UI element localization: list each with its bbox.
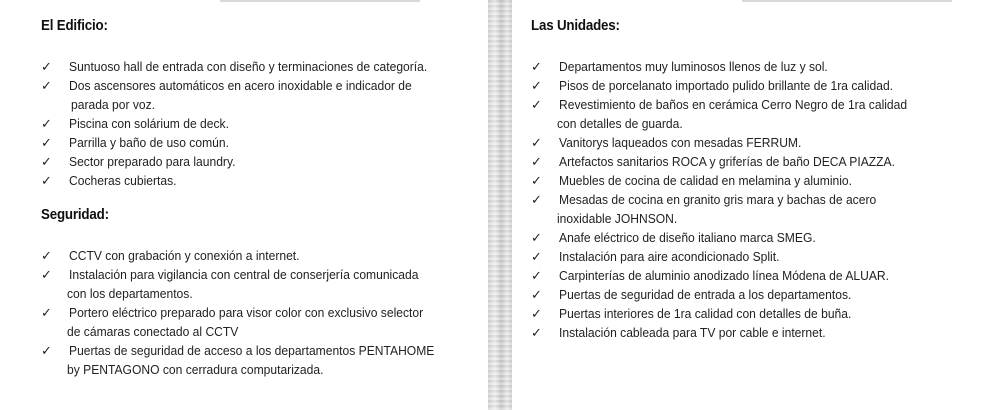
panel-divider xyxy=(488,0,512,410)
list-item-text: CCTV con grabación y conexión a internet. xyxy=(69,248,300,263)
list-item xyxy=(41,171,481,190)
section-heading-seguridad: Seguridad: xyxy=(41,207,109,223)
checkmark-icon: ✓ xyxy=(531,154,542,169)
list-item-text-continued: by PENTAGONO con cerradura computarizada. xyxy=(67,362,324,377)
checkmark-icon: ✓ xyxy=(41,59,52,74)
checkmark-icon: ✓ xyxy=(531,306,542,321)
list-item-text: Puertas de seguridad de entrada a los departamentos. xyxy=(559,287,852,302)
list-item xyxy=(531,133,991,152)
list-item xyxy=(41,133,481,152)
list-item xyxy=(531,266,991,285)
section-heading-unidades: Las Unidades: xyxy=(531,18,620,34)
list-item-text: Mesadas de cocina en granito gris mara y bachas de acero xyxy=(559,192,877,207)
list-item-text: Portero eléctrico preparado para visor color con exclusivo selector xyxy=(69,305,424,320)
list-item xyxy=(41,303,481,341)
checkmark-icon: ✓ xyxy=(41,116,52,131)
list-item-text: Instalación cableada para TV por cable e internet. xyxy=(559,325,826,340)
checkmark-icon: ✓ xyxy=(531,192,542,207)
list-item-text: Instalación para vigilancia con central de conserjería comunicada xyxy=(69,267,419,282)
list-item-text: Anafe eléctrico de diseño italiano marca SMEG. xyxy=(559,230,816,245)
checkmark-icon: ✓ xyxy=(41,78,52,93)
list-item-text: Departamentos muy luminosos llenos de luz y sol. xyxy=(559,59,828,74)
list-item-text: Piscina con solárium de deck. xyxy=(69,116,229,131)
checkmark-icon: ✓ xyxy=(531,78,542,93)
list-item-text-continued: inoxidable JOHNSON. xyxy=(557,211,678,226)
list-item-text: Sector preparado para laundry. xyxy=(69,154,236,169)
list-item-text: Suntuoso hall de entrada con diseño y terminaciones de categoría. xyxy=(69,59,428,74)
list-item-text: Instalación para aire acondicionado Split. xyxy=(559,249,780,264)
list-item-text: Puertas interiores de 1ra calidad con detalles de buña. xyxy=(559,306,852,321)
list-item-text-continued: parada por voz. xyxy=(71,97,156,112)
list-item-text: Dos ascensores automáticos en acero inoxidable e indicador de xyxy=(69,78,412,93)
top-divider-line xyxy=(220,0,420,2)
checkmark-icon: ✓ xyxy=(531,97,542,112)
checkmark-icon: ✓ xyxy=(531,59,542,74)
checkmark-icon: ✓ xyxy=(41,343,52,358)
list-item xyxy=(531,190,991,228)
list-item xyxy=(531,285,991,304)
feature-list-seguridad xyxy=(41,246,481,379)
list-item xyxy=(531,247,991,266)
list-item xyxy=(531,228,991,247)
checkmark-icon: ✓ xyxy=(531,173,542,188)
left-panel xyxy=(0,0,488,410)
list-item xyxy=(531,152,991,171)
list-item-text: Artefactos sanitarios ROCA y griferías de baño DECA PIAZZA. xyxy=(559,154,895,169)
list-item xyxy=(531,95,991,133)
checkmark-icon: ✓ xyxy=(41,267,52,282)
checkmark-icon: ✓ xyxy=(41,305,52,320)
list-item xyxy=(531,76,991,95)
list-item-text: Cocheras cubiertas. xyxy=(69,173,177,188)
list-item-text: Parrilla y baño de uso común. xyxy=(69,135,229,150)
top-divider-line xyxy=(742,0,952,2)
checkmark-icon: ✓ xyxy=(531,268,542,283)
list-item xyxy=(41,114,481,133)
list-item-text: Carpinterías de aluminio anodizado línea Módena de ALUAR. xyxy=(559,268,890,283)
list-item-text: Vanitorys laqueados con mesadas FERRUM. xyxy=(559,135,802,150)
list-item xyxy=(41,152,481,171)
list-item-text: Puertas de seguridad de acceso a los departamentos PENTAHOME xyxy=(69,343,435,358)
list-item xyxy=(41,246,481,265)
list-item-text-continued: con detalles de guarda. xyxy=(557,116,683,131)
checkmark-icon: ✓ xyxy=(531,287,542,302)
feature-list-edificio xyxy=(41,57,481,190)
list-item xyxy=(41,57,481,76)
list-item-text: Revestimiento de baños en cerámica Cerro Negro de 1ra calidad xyxy=(559,97,908,112)
list-item-text-continued: con los departamentos. xyxy=(67,286,193,301)
list-item xyxy=(531,171,991,190)
checkmark-icon: ✓ xyxy=(531,135,542,150)
section-heading-edificio: El Edificio: xyxy=(41,18,108,34)
checkmark-icon: ✓ xyxy=(41,248,52,263)
list-item xyxy=(41,76,481,114)
checkmark-icon: ✓ xyxy=(531,325,542,340)
list-item xyxy=(41,341,481,379)
list-item-text: Muebles de cocina de calidad en melamina y aluminio. xyxy=(559,173,853,188)
feature-list-unidades xyxy=(531,57,991,342)
list-item-text-continued: de cámaras conectado al CCTV xyxy=(67,324,239,339)
list-item xyxy=(531,323,991,342)
list-item xyxy=(531,57,991,76)
checkmark-icon: ✓ xyxy=(41,135,52,150)
list-item xyxy=(41,265,481,303)
list-item-text: Pisos de porcelanato importado pulido brillante de 1ra calidad. xyxy=(559,78,894,93)
checkmark-icon: ✓ xyxy=(41,173,52,188)
checkmark-icon: ✓ xyxy=(41,154,52,169)
right-panel xyxy=(512,0,1000,410)
checkmark-icon: ✓ xyxy=(531,249,542,264)
checkmark-icon: ✓ xyxy=(531,230,542,245)
list-item xyxy=(531,304,991,323)
